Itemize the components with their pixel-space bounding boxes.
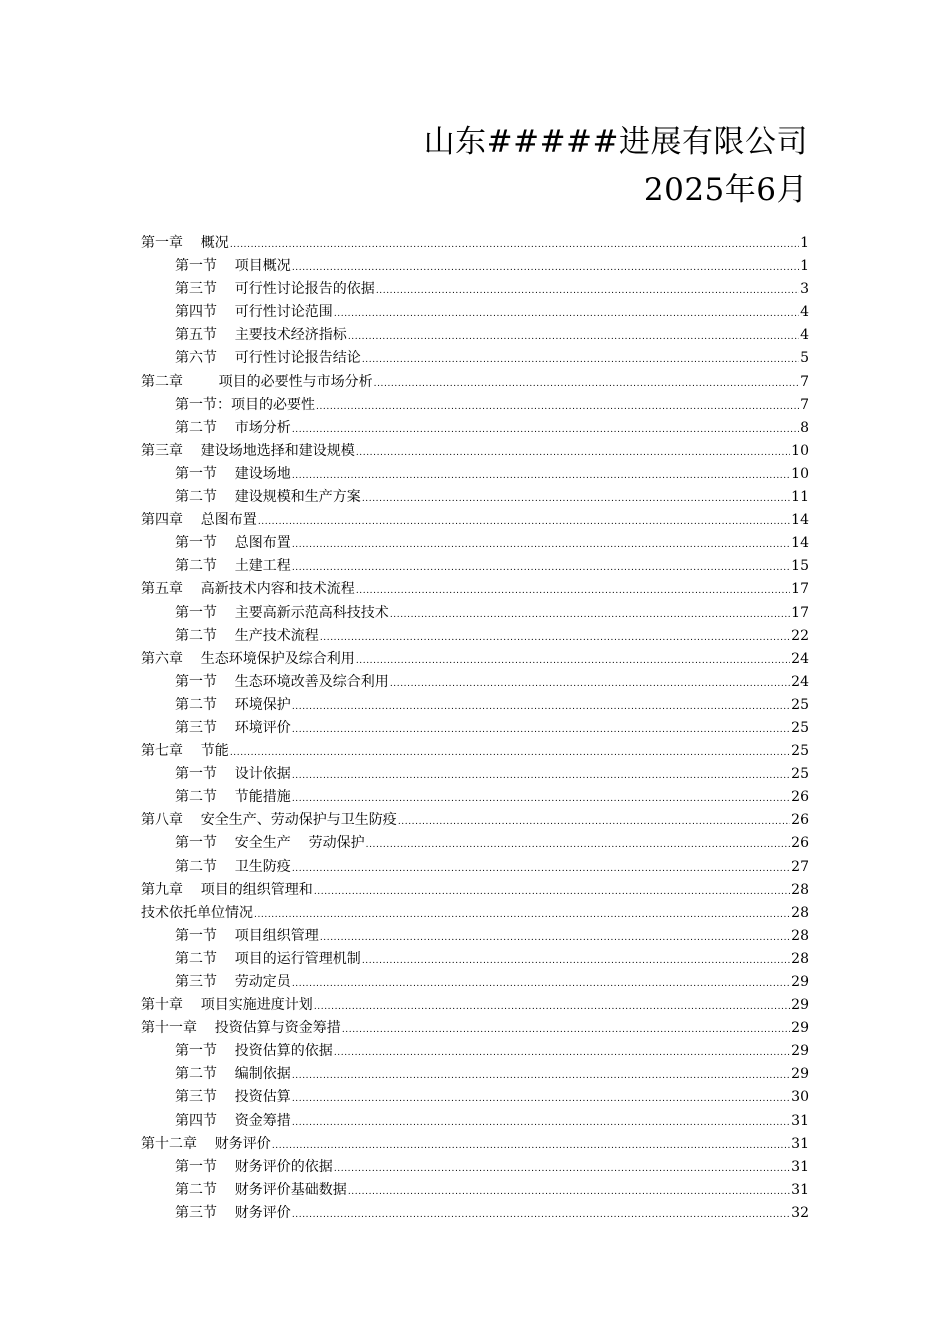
toc-entry[interactable] (141, 902, 809, 925)
toc-entry-page: 4 (800, 327, 809, 344)
toc-entry-page: 28 (791, 904, 809, 921)
toc-dot-leader (390, 673, 790, 696)
toc-entry[interactable] (141, 694, 809, 717)
document-header (424, 118, 808, 214)
toc-entry-label: 第一节 生态环境改善及综合利用 (175, 673, 389, 690)
table-of-contents (141, 232, 809, 1225)
toc-entry[interactable] (141, 1202, 809, 1225)
toc-dot-leader (342, 1019, 790, 1042)
toc-entry-label: 第一节 主要高新示范高科技技术 (175, 604, 389, 621)
toc-dot-leader (334, 303, 799, 326)
toc-entry-page: 10 (791, 465, 809, 482)
toc-dot-leader (292, 257, 799, 280)
toc-entry[interactable] (141, 648, 809, 671)
toc-entry-page: 8 (800, 419, 809, 436)
toc-dot-leader (230, 742, 790, 765)
toc-entry[interactable] (141, 1179, 809, 1202)
toc-entry[interactable] (141, 347, 809, 370)
toc-entry-page: 28 (791, 950, 809, 967)
toc-entry-page: 27 (791, 858, 809, 875)
toc-entry-label: 第三节 可行性讨论报告的依据 (175, 281, 375, 298)
toc-entry-label: 第七章 节能 (141, 743, 229, 760)
toc-entry-page: 5 (800, 350, 809, 367)
toc-entry-label: 第一节 投资估算的依据 (175, 1043, 333, 1060)
toc-dot-leader (362, 488, 790, 511)
toc-dot-leader (230, 234, 799, 257)
toc-entry[interactable] (141, 832, 809, 855)
toc-dot-leader (366, 834, 791, 857)
toc-entry[interactable] (141, 1040, 809, 1063)
toc-entry-label: 第六节 可行性讨论报告结论 (175, 350, 361, 367)
toc-entry-page: 31 (791, 1112, 809, 1129)
toc-entry[interactable] (141, 994, 809, 1017)
toc-dot-leader (272, 1135, 790, 1158)
toc-entry[interactable] (141, 324, 809, 347)
toc-entry-label: 第四节 资金筹措 (175, 1112, 291, 1129)
toc-entry-label: 第一节 项目概况 (175, 258, 291, 275)
toc-dot-leader (334, 1158, 790, 1181)
toc-entry-page: 29 (791, 1066, 809, 1083)
toc-entry-page: 1 (800, 258, 809, 275)
toc-entry[interactable] (141, 532, 809, 555)
toc-entry-page: 28 (791, 881, 809, 898)
toc-entry-label: 第二节 卫生防疫 (175, 858, 291, 875)
toc-entry-label: 第二节 生产技术流程 (175, 627, 319, 644)
toc-entry-label: 第二节 节能措施 (175, 789, 291, 806)
toc-entry-page: 1 (800, 235, 809, 251)
toc-entry[interactable] (141, 232, 809, 255)
toc-entry-label: 技术依托单位情况 (141, 904, 253, 921)
toc-dot-leader (320, 927, 790, 950)
toc-entry[interactable] (141, 971, 809, 994)
toc-entry-page: 29 (791, 1020, 809, 1037)
toc-dot-leader (292, 973, 790, 996)
toc-dot-leader (292, 1088, 790, 1111)
toc-entry-page: 26 (791, 789, 809, 806)
toc-entry-label: 第一节 安全生产 劳动保护 (175, 835, 365, 852)
toc-dot-leader (292, 1112, 790, 1135)
toc-entry-label: 第三节 财务评价 (175, 1204, 291, 1221)
toc-dot-leader (398, 811, 790, 834)
toc-entry[interactable] (141, 740, 809, 763)
toc-entry[interactable] (141, 394, 809, 417)
toc-entry-label: 第二节 财务评价基础数据 (175, 1181, 347, 1198)
toc-dot-leader (292, 719, 790, 742)
toc-entry-page: 15 (791, 558, 809, 575)
toc-dot-leader (292, 765, 790, 788)
toc-dot-leader (348, 326, 799, 349)
toc-dot-leader (374, 373, 799, 396)
toc-entry-page: 29 (791, 974, 809, 990)
toc-entry-page: 17 (791, 581, 809, 598)
toc-entry[interactable] (141, 578, 809, 601)
toc-entry-label: 第一节 建设场地 (175, 465, 291, 482)
toc-entry-label: 第一节：项目的必要性 (175, 396, 315, 413)
toc-entry[interactable] (141, 509, 809, 532)
toc-dot-leader (292, 1065, 790, 1088)
toc-entry-label: 第一节 项目组织管理 (175, 927, 319, 944)
toc-entry[interactable] (141, 879, 809, 902)
toc-entry[interactable] (141, 786, 809, 809)
toc-entry-page: 17 (791, 604, 809, 621)
toc-dot-leader (292, 557, 790, 580)
toc-entry-label: 第一节 设计依据 (175, 766, 291, 783)
toc-dot-leader (316, 396, 799, 419)
toc-dot-leader (254, 904, 790, 927)
toc-entry-label: 第十二章 财务评价 (141, 1135, 271, 1152)
toc-dot-leader (376, 280, 799, 303)
toc-entry-page: 29 (791, 1043, 809, 1060)
toc-entry[interactable] (141, 463, 809, 486)
toc-entry-page: 31 (791, 1135, 809, 1152)
toc-entry-page: 32 (791, 1204, 809, 1221)
toc-entry-label: 第二节 编制依据 (175, 1066, 291, 1083)
toc-entry-page: 14 (791, 512, 809, 529)
toc-dot-leader (362, 950, 790, 973)
toc-entry-label: 第九章 项目的组织管理和 (141, 881, 313, 898)
toc-entry-label: 第四节 可行性讨论范围 (175, 304, 333, 321)
toc-entry-label: 第一节 总图布置 (175, 535, 291, 552)
toc-entry-page: 7 (800, 396, 809, 413)
toc-entry[interactable] (141, 625, 809, 648)
toc-entry-label: 第三章 建设场地选择和建设规模 (141, 442, 355, 459)
toc-entry-page: 25 (791, 743, 809, 760)
toc-entry[interactable] (141, 1063, 809, 1086)
toc-entry-label: 第五节 主要技术经济指标 (175, 327, 347, 344)
toc-entry[interactable] (141, 763, 809, 786)
toc-entry[interactable] (141, 255, 809, 278)
toc-entry-page: 31 (791, 1158, 809, 1175)
toc-entry-page: 4 (800, 304, 809, 321)
toc-entry-page: 25 (791, 766, 809, 783)
toc-entry-page: 22 (791, 627, 809, 644)
toc-entry-page: 14 (791, 535, 809, 552)
toc-dot-leader (356, 650, 790, 673)
toc-entry[interactable] (141, 440, 809, 463)
toc-dot-leader (292, 858, 790, 881)
toc-entry[interactable] (141, 1017, 809, 1040)
toc-entry[interactable] (141, 856, 809, 879)
toc-entry[interactable] (141, 602, 809, 625)
toc-dot-leader (292, 534, 790, 557)
toc-entry-label: 第一节 财务评价的依据 (175, 1158, 333, 1175)
toc-entry[interactable] (141, 925, 809, 948)
toc-dot-leader (314, 881, 790, 904)
toc-entry[interactable] (141, 417, 809, 440)
toc-entry[interactable] (141, 301, 809, 324)
toc-entry[interactable] (141, 1110, 809, 1133)
toc-dot-leader (292, 696, 790, 719)
toc-entry-page: 24 (791, 673, 809, 690)
toc-entry-page: 26 (791, 812, 809, 829)
toc-dot-leader (356, 442, 790, 465)
toc-entry-page: 3 (800, 281, 809, 298)
company-name: 山东#####进展有限公司 (423, 124, 808, 160)
toc-entry-page: 11 (791, 489, 809, 506)
toc-entry[interactable] (141, 1133, 809, 1156)
toc-dot-leader (390, 604, 790, 627)
toc-dot-leader (292, 419, 799, 442)
toc-entry-page: 30 (791, 1089, 809, 1106)
toc-entry-label: 第六章 生态环境保护及综合利用 (141, 650, 355, 667)
toc-dot-leader (292, 788, 790, 811)
toc-entry[interactable] (141, 717, 809, 740)
toc-entry-label: 第十章 项目实施进度计划 (141, 997, 313, 1014)
toc-entry-page: 10 (791, 442, 809, 459)
toc-entry-label: 第十一章 投资估算与资金筹措 (141, 1020, 341, 1037)
toc-entry[interactable] (141, 555, 809, 578)
toc-entry-page: 7 (800, 373, 809, 390)
toc-dot-leader (362, 349, 799, 372)
toc-entry-label: 第二节 土建工程 (175, 558, 291, 575)
toc-dot-leader (314, 996, 790, 1019)
toc-entry-page: 24 (791, 650, 809, 667)
toc-dot-leader (292, 465, 790, 488)
toc-entry-page: 25 (791, 696, 809, 713)
toc-entry[interactable] (141, 671, 809, 694)
toc-dot-leader (320, 627, 790, 650)
toc-dot-leader (356, 580, 790, 603)
toc-dot-leader (334, 1042, 790, 1065)
toc-entry[interactable] (141, 1156, 809, 1179)
toc-entry[interactable] (141, 948, 809, 971)
toc-entry-page: 26 (791, 835, 809, 852)
toc-entry-label: 第三节 环境评价 (175, 719, 291, 736)
toc-entry-page: 28 (791, 927, 809, 944)
toc-entry-label: 第八章 安全生产、劳动保护与卫生防疫 (141, 812, 397, 829)
toc-entry-label: 第一章 概况 (141, 235, 229, 251)
toc-entry[interactable] (141, 371, 809, 394)
toc-entry-page: 25 (791, 719, 809, 736)
toc-entry-page: 29 (791, 997, 809, 1014)
toc-entry-label: 第二节 环境保护 (175, 696, 291, 713)
toc-dot-leader (258, 511, 790, 534)
toc-dot-leader (292, 1204, 790, 1227)
toc-entry-label: 第四章 总图布置 (141, 512, 257, 529)
toc-entry[interactable] (141, 486, 809, 509)
toc-entry[interactable] (141, 1086, 809, 1109)
toc-entry-label: 第二节 建设规模和生产方案 (175, 489, 361, 506)
toc-entry[interactable] (141, 809, 809, 832)
toc-entry-label: 第三节 投资估算 (175, 1089, 291, 1106)
toc-entry[interactable] (141, 278, 809, 301)
document-date: 2025年6月 (643, 172, 808, 208)
toc-entry-label: 第五章 高新技术内容和技术流程 (141, 581, 355, 598)
toc-entry-label: 第二节 项目的运行管理机制 (175, 950, 361, 967)
toc-entry-label: 第二节 市场分析 (175, 419, 291, 436)
toc-dot-leader (348, 1181, 790, 1204)
toc-entry-label: 第二章 项目的必要性与市场分析 (141, 373, 373, 390)
toc-entry-label: 第三节 劳动定员 (175, 974, 291, 990)
toc-entry-page: 31 (791, 1181, 809, 1198)
